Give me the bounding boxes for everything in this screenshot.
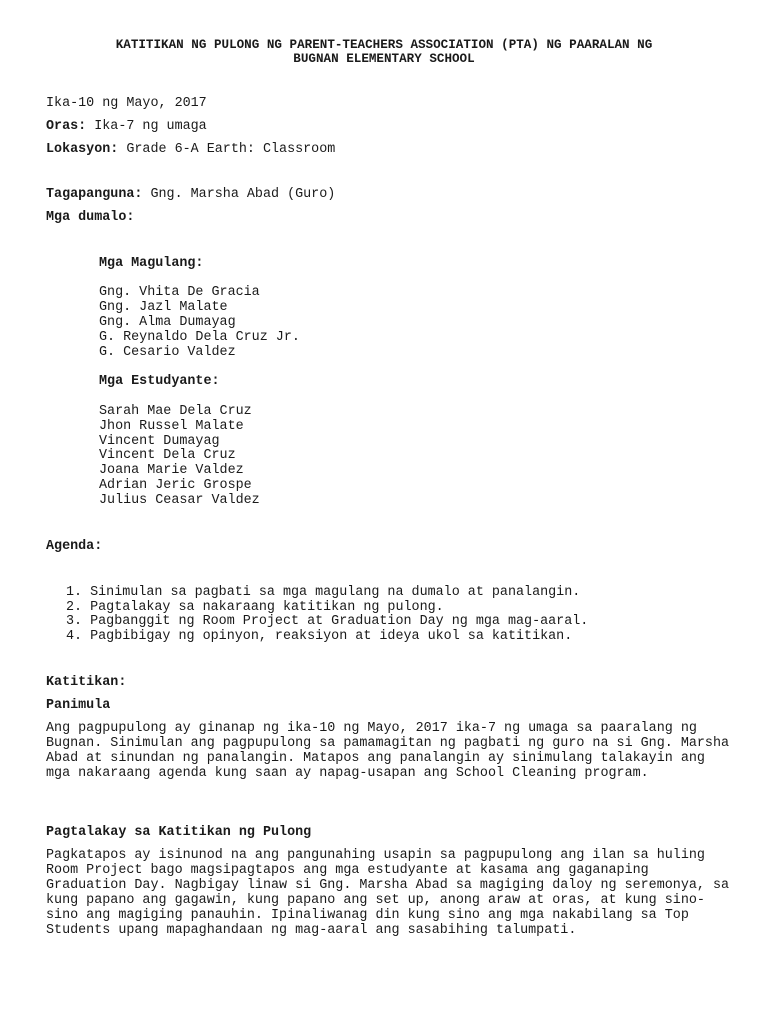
- student-name: Vincent Dela Cruz: [99, 448, 236, 463]
- agenda-item: 1. Sinimulan sa pagbati sa mga magulang na dumalo at panalangin.: [66, 585, 581, 600]
- agenda-item: 3. Pagbanggit ng Room Project at Graduation Day ng mga mag-aaral.: [66, 614, 589, 630]
- presider-row: [46, 187, 335, 202]
- student-name: Julius Ceasar Valdez: [99, 493, 260, 508]
- presider-label: Tagapanguna:: [46, 187, 143, 202]
- location-value: Grade 6-A Earth: Classroom: [118, 142, 336, 157]
- time-row: [46, 119, 207, 134]
- parents-heading: Mga Magulang:: [99, 256, 204, 271]
- student-name: Sarah Mae Dela Cruz: [99, 404, 252, 419]
- time-value: Ika-7 ng umaga: [86, 119, 207, 134]
- agenda-heading: Agenda:: [46, 539, 103, 554]
- introduction-heading: Panimula: [46, 698, 111, 713]
- title-line-1: KATITIKAN NG PULONG NG PARENT-TEACHERS ASSOCIATION (PTA) NG PAARALAN NG: [115, 38, 653, 52]
- title-line-2: BUGNAN ELEMENTARY SCHOOL: [293, 52, 475, 66]
- agenda-item: 4. Pagbibigay ng opinyon, reaksiyon at ideya ukol sa katitikan.: [66, 629, 573, 645]
- parent-name: Gng. Alma Dumayag: [99, 315, 236, 330]
- document-title: [30, 38, 738, 66]
- discussion-heading: Pagtalakay sa Katitikan ng Pulong: [46, 825, 312, 840]
- attendees-label: Mga dumalo:: [46, 210, 135, 225]
- introduction-paragraph: Ang pagpupulong ay ginanap ng ika-10 ng Mayo, 2017 ika-7 ng umaga sa paaralang ng Bugnan. Sinimulan ang pagpupulong sa pamamagitan ng pagbati ng guro na si Gng. Marsha Abad at sinundan ng panalangin. Matapos ang panalangin ay sinimulang talakayin ang mga nakaraang agenda kung saan ay napag-usapan ang School Cleaning program.: [46, 721, 730, 781]
- discussion-paragraph: Pagkatapos ay isinunod na ang pangunahing usapin sa pagpupulong ang ilan sa huling Room Project bago magsipagtapos ang mga estudyante at kasama ang gaganaping Graduation Day. Nagbigay linaw si Gng. Marsha Abad sa magiging daloy ng seremonya, sa kung papano ang gagawin, kung papano ang set up, anong araw at oras, at kung sino-sino ang magiging panauhin. Ipinaliwanag din kung sino ang mga nakabilang sa Top Students upang mapaghandaan ng mag-aaral ang sasabihing talumpati.: [46, 848, 730, 938]
- meeting-date: Ika-10 ng Mayo, 2017: [46, 96, 207, 111]
- presider-value: Gng. Marsha Abad (Guro): [142, 187, 336, 202]
- parent-name: G. Reynaldo Dela Cruz Jr.: [99, 330, 300, 345]
- parent-name: Gng. Vhita De Gracia: [99, 285, 260, 300]
- students-heading: Mga Estudyante:: [99, 374, 220, 389]
- minutes-heading: Katitikan:: [46, 675, 127, 690]
- parent-name: Gng. Jazl Malate: [99, 300, 228, 315]
- agenda-list: [66, 585, 588, 644]
- location-row: [46, 142, 335, 157]
- location-label: Lokasyon:: [46, 142, 119, 157]
- student-name: Jhon Russel Malate: [99, 419, 244, 434]
- student-name: Vincent Dumayag: [99, 434, 220, 449]
- student-name: Adrian Jeric Grospe: [99, 478, 252, 493]
- agenda-item: 2. Pagtalakay sa nakaraang katitikan ng pulong.: [66, 599, 444, 615]
- parent-name: G. Cesario Valdez: [99, 345, 236, 360]
- time-label: Oras:: [46, 119, 87, 134]
- student-name: Joana Marie Valdez: [99, 463, 244, 478]
